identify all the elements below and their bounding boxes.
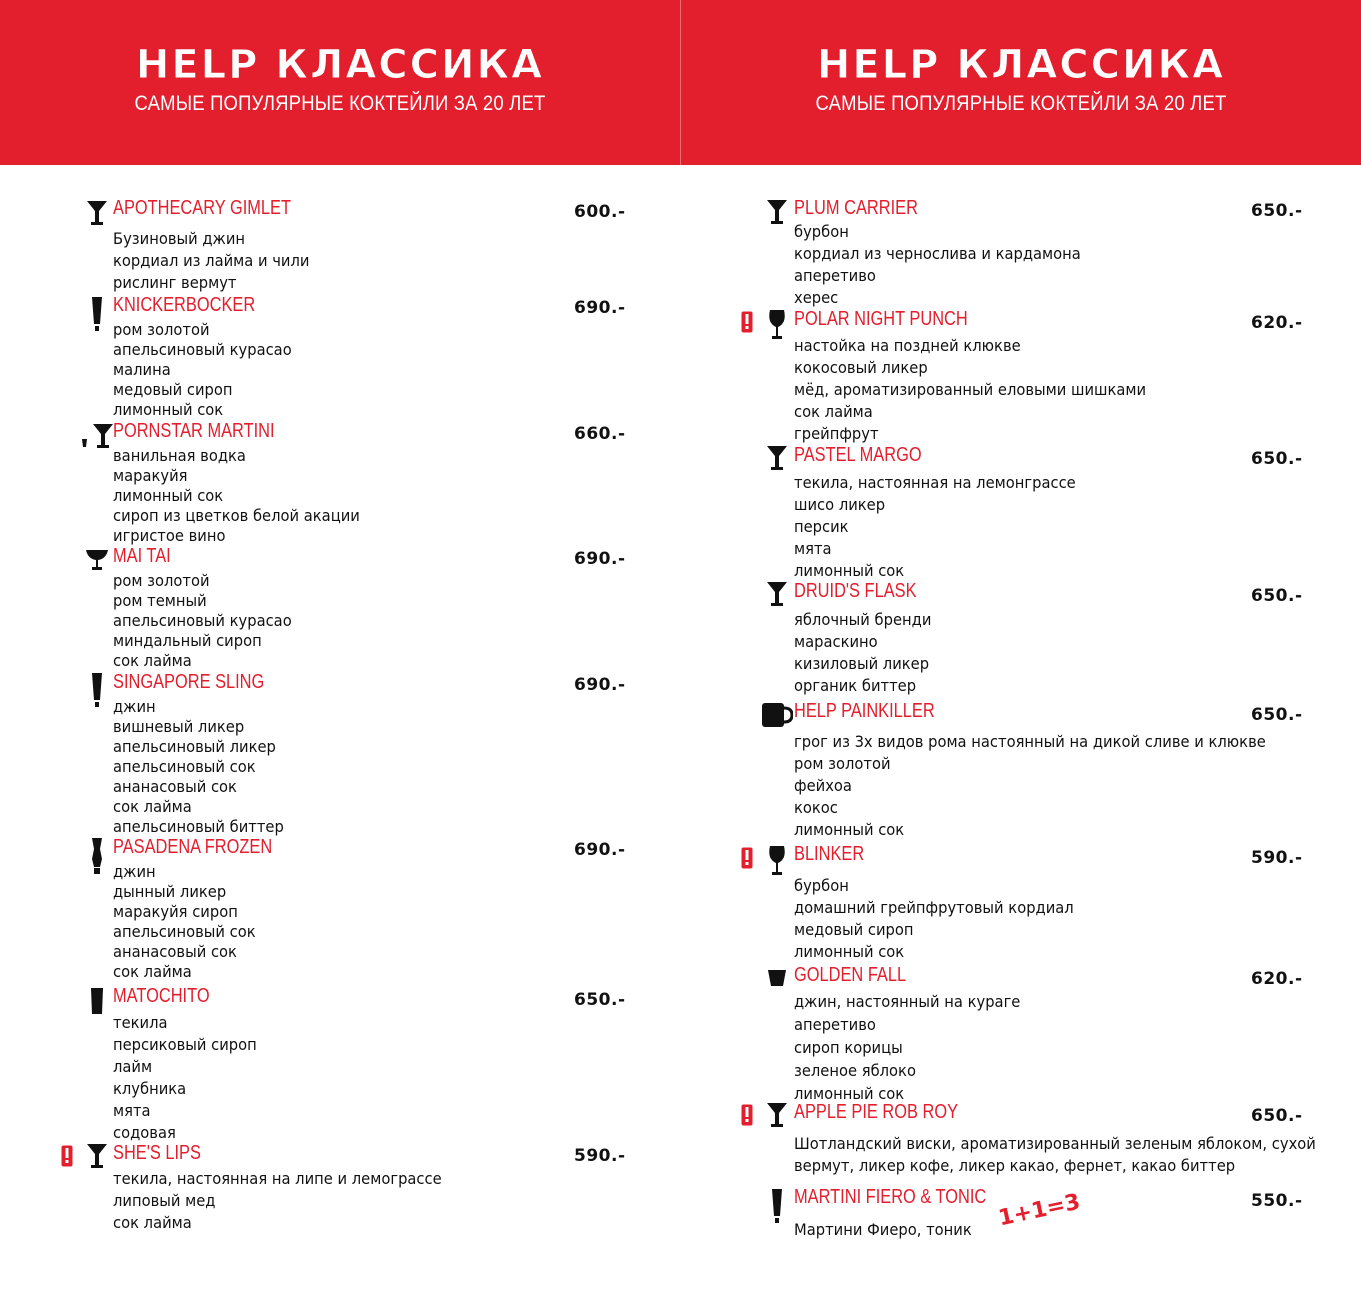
ingredient: бурбон <box>794 222 849 241</box>
ingredient: текила <box>113 1013 168 1032</box>
cocktail-name: KNICKERBOCKER <box>113 294 256 316</box>
wine-glass-icon <box>767 845 787 882</box>
ingredient: персиковый сироп <box>113 1035 257 1054</box>
ingredient: джин <box>113 862 156 881</box>
ingredient: ром золотой <box>113 320 210 339</box>
ingredient: ром золотой <box>794 754 891 773</box>
ingredient: лимонный сок <box>113 400 224 419</box>
cocktail-price: 690.- <box>574 549 626 569</box>
ingredient: медовый сироп <box>794 920 914 939</box>
ingredient: мараскино <box>794 632 878 651</box>
cocktail-name: PASTEL MARGO <box>794 444 922 466</box>
new-item-icon <box>741 311 753 338</box>
ingredient: аперетиво <box>794 266 876 285</box>
ingredient: джин <box>113 697 156 716</box>
ingredient: Бузиновый джин <box>113 229 246 248</box>
ingredient: лимонный сок <box>794 820 905 839</box>
ingredient: бурбон <box>794 876 849 895</box>
ingredient: вишневый ликер <box>113 717 245 736</box>
cocktail-price: 650.- <box>1251 586 1303 606</box>
tumbler-glass-icon <box>89 987 105 1020</box>
cocktail-price: 650.- <box>1251 705 1303 725</box>
ingredient: апельсиновый курасао <box>113 340 292 359</box>
ingredient: Шотландский виски, ароматизированный зеленым яблоком, сухой <box>794 1134 1316 1153</box>
ingredient: кизиловый ликер <box>794 654 930 673</box>
cocktail-name: PORNSTAR MARTINI <box>113 420 275 442</box>
cocktail-price: 620.- <box>1251 969 1303 989</box>
ingredient: кокос <box>794 798 838 817</box>
cocktail-price: 600.- <box>574 202 626 222</box>
ingredient: лимонный сок <box>794 1084 905 1103</box>
ingredient: сироп из цветков белой акации <box>113 506 360 525</box>
page-subtitle: САМЫЕ ПОПУЛЯРНЫЕ КОКТЕЙЛИ ЗА 20 ЛЕТ <box>815 92 1227 115</box>
ingredient: кордиал из лайма и чили <box>113 251 310 270</box>
cocktail-name: GOLDEN FALL <box>794 964 907 986</box>
ingredient: шисо ликер <box>794 495 886 514</box>
ingredient: ванильная водка <box>113 446 246 465</box>
cocktail-price: 690.- <box>574 840 626 860</box>
ingredient: органик биттер <box>794 676 917 695</box>
right-menu-page <box>681 0 1361 1304</box>
martini-glass-icon <box>86 200 108 231</box>
cocktail-name: MARTINI FIERO & TONIC <box>794 1186 987 1208</box>
cocktail-name: SHE'S LIPS <box>113 1142 201 1164</box>
ingredient: херес <box>794 288 839 307</box>
ingredient: лимонный сок <box>794 561 905 580</box>
ingredient: зеленое яблоко <box>794 1061 916 1080</box>
cocktail-price: 590.- <box>574 1146 626 1166</box>
page-title: HELP КЛАССИКА <box>816 42 1226 88</box>
cocktail-name: SINGAPORE SLING <box>113 671 265 693</box>
cocktail-name: HELP PAINKILLER <box>794 700 935 722</box>
right-header <box>681 0 1361 165</box>
ingredient: маракуйя сироп <box>113 902 238 921</box>
rocks-glass-icon <box>767 968 787 993</box>
new-item-icon <box>741 1104 753 1131</box>
cocktail-name: PLUM CARRIER <box>794 197 918 219</box>
ingredient: фейхоа <box>794 776 852 795</box>
ingredient: апельсиновый сок <box>113 922 256 941</box>
ingredient: сок лайма <box>113 1213 192 1232</box>
martini-glass-icon <box>766 1102 788 1133</box>
hurricane-glass-icon <box>89 837 105 880</box>
ingredient: ром золотой <box>113 571 210 590</box>
ingredient: мята <box>113 1101 151 1120</box>
wine-glass-icon <box>767 309 787 346</box>
highball-glass-icon <box>770 1188 784 1229</box>
martini-glass-icon <box>766 445 788 476</box>
ingredient: лайм <box>113 1057 153 1076</box>
left-menu-page <box>0 0 680 1304</box>
promo-label: 1+1=3 <box>996 1189 1083 1232</box>
cocktail-name: BLINKER <box>794 843 865 865</box>
ingredient: дынный ликер <box>113 882 227 901</box>
left-header <box>0 0 680 165</box>
ingredient: липовый мед <box>113 1191 216 1210</box>
ingredient: ром темный <box>113 591 207 610</box>
ingredient: маракуйя <box>113 466 188 485</box>
ingredient: домашний грейпфрутовый кордиал <box>794 898 1074 917</box>
martini-glass-icon <box>86 1143 108 1174</box>
ingredient: грог из 3х видов рома настоянный на дикой сливе и клюкве <box>794 732 1266 751</box>
ingredient: текила, настоянная на лемонграссе <box>794 473 1076 492</box>
cocktail-name: APOTHECARY GIMLET <box>113 197 292 219</box>
ingredient: малина <box>113 360 171 379</box>
mug-icon <box>761 701 793 734</box>
page-title: HELP КЛАССИКА <box>135 42 545 88</box>
highball-glass-icon <box>90 672 104 713</box>
cocktail-price: 550.- <box>1251 1191 1303 1211</box>
martini-with-shot-icon <box>80 423 114 454</box>
cocktail-price: 660.- <box>574 424 626 444</box>
martini-glass-icon <box>766 581 788 612</box>
ingredient: медовый сироп <box>113 380 233 399</box>
ingredient: ананасовый сок <box>113 777 237 796</box>
ingredient: яблочный бренди <box>794 610 932 629</box>
ingredient: клубника <box>113 1079 187 1098</box>
cocktail-price: 650.- <box>1251 201 1303 221</box>
page-subtitle: САМЫЕ ПОПУЛЯРНЫЕ КОКТЕЙЛИ ЗА 20 ЛЕТ <box>134 92 546 115</box>
ingredient: лимонный сок <box>113 486 224 505</box>
cocktail-name: POLAR NIGHT PUNCH <box>794 308 968 330</box>
cocktail-name: MAI TAI <box>113 545 171 567</box>
ingredient: ананасовый сок <box>113 942 237 961</box>
cocktail-price: 650.- <box>1251 1106 1303 1126</box>
cocktail-name: APPLE PIE ROB ROY <box>794 1101 959 1123</box>
ingredient: аперетиво <box>794 1015 876 1034</box>
ingredient: сок лайма <box>113 797 192 816</box>
ingredient: апельсиновый биттер <box>113 817 284 836</box>
ingredient: сок лайма <box>794 402 873 421</box>
ingredient: содовая <box>113 1123 176 1142</box>
ingredient: игристое вино <box>113 526 226 545</box>
new-item-icon <box>61 1145 73 1172</box>
ingredient: кордиал из чернослива и кардамона <box>794 244 1081 263</box>
cocktail-name: MATOCHITO <box>113 985 210 1007</box>
ingredient: настойка на поздней клюкве <box>794 336 1021 355</box>
cocktail-name: DRUID'S FLASK <box>794 580 917 602</box>
ingredient: джин, настоянный на кураге <box>794 992 1021 1011</box>
highball-glass-icon <box>90 296 104 337</box>
ingredient: сок лайма <box>113 962 192 981</box>
new-item-icon <box>741 847 753 874</box>
ingredient: текила, настоянная на липе и лемограссе <box>113 1169 442 1188</box>
cocktail-price: 590.- <box>1251 848 1303 868</box>
ingredient: рислинг вермут <box>113 273 237 292</box>
coupe-glass-icon <box>85 548 109 577</box>
cocktail-price: 690.- <box>574 298 626 318</box>
ingredient: персик <box>794 517 849 536</box>
ingredient: апельсиновый курасао <box>113 611 292 630</box>
ingredient: миндальный сироп <box>113 631 262 650</box>
ingredient: сироп корицы <box>794 1038 903 1057</box>
cocktail-name: PASADENA FROZEN <box>113 836 273 858</box>
ingredient: Мартини Фиеро, тоник <box>794 1220 972 1239</box>
ingredient: мёд, ароматизированный еловыми шишками <box>794 380 1147 399</box>
ingredient: лимонный сок <box>794 942 905 961</box>
cocktail-price: 650.- <box>1251 449 1303 469</box>
cocktail-price: 620.- <box>1251 313 1303 333</box>
ingredient: вермут, ликер кофе, ликер какао, фернет, какао биттер <box>794 1156 1236 1175</box>
ingredient: мята <box>794 539 832 558</box>
martini-glass-icon <box>766 199 788 230</box>
cocktail-price: 650.- <box>574 990 626 1010</box>
ingredient: апельсиновый сок <box>113 757 256 776</box>
ingredient: апельсиновый ликер <box>113 737 276 756</box>
cocktail-price: 690.- <box>574 675 626 695</box>
ingredient: кокосовый ликер <box>794 358 928 377</box>
ingredient: сок лайма <box>113 651 192 670</box>
ingredient: грейпфрут <box>794 424 879 443</box>
